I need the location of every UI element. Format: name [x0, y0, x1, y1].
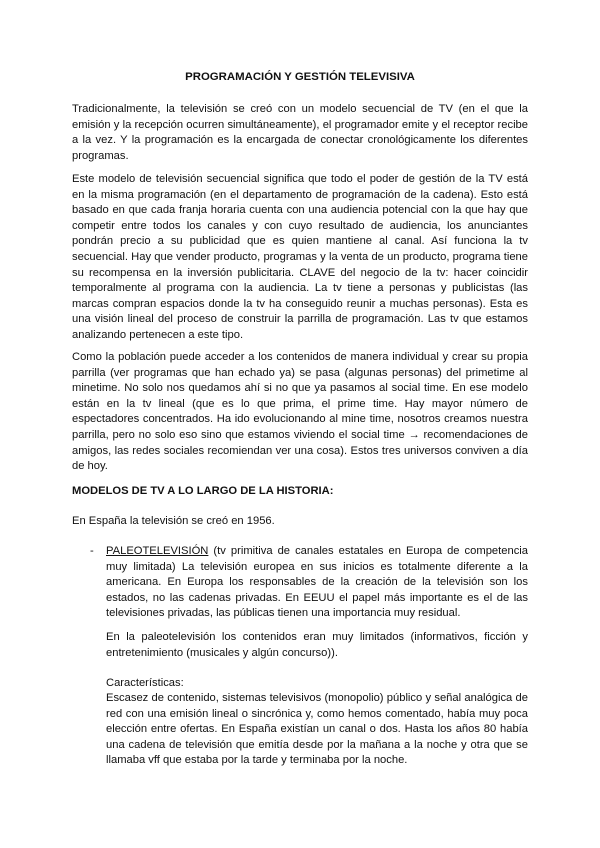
spain-note: En España la televisión se creó en 1956. — [72, 515, 275, 527]
characteristics-label: Características: — [106, 677, 184, 689]
list-item-paleotelevision — [106, 544, 528, 622]
paragraph-intro: Tradicionalmente, la televisión se creó con un modelo secuencial de TV (en el que la emisión y la recepción ocurren simultáneamente), el programador emite y el receptor recibe a la vez. Y la programación es la encargada de conectar cronológicamente los diferentes programas. — [72, 103, 528, 162]
paleotelevision-contents: En la paleotelevisión los contenidos eran muy limitados (informativos, ficción y entretenimiento (musicales y algún concurso)). — [106, 631, 528, 659]
list-bullet: - — [90, 545, 94, 557]
characteristics-text: Escasez de contenido, sistemas televisivos (monopolio) público y señal analógica de red con una emisión lineal o sincrónica y, como hemos comentado, había muy poca elección entre ofertas. En España existían un canal o dos. Hasta los años 80 había una cadena de televisión que emitía desde por la mañana a la noche y otra que se llamaba vff que estaba por la tarde y terminaba por la noche. — [106, 692, 528, 767]
paragraph-sequential-model: Este modelo de televisión secuencial significa que todo el poder de gestión de la TV está en la misma programación (en el departamento de programación de la cadena). Esto está basado en que cada franja horaria cuenta con una audiencia potencial con la que hay que competir entre todos los canales y con cuyo resultado de audiencia, los anunciantes pondrán precio a su publicidad que es quien mantiene al canal. Así funciona la tv secuencial. Hay que vender producto, programas y la venta de un producto, programa tiene su recompensa en la inversión publicitaria. CLAVE del negocio de la tv: hacer coincidir temporalmente al programa con la audiencia. La tv tiene a personas y publicistas (las marcas compran espacios donde la tv ha conseguido reunir a muchas personas). Esta es una visión lineal del proceso de construir la parrilla de programación. Las tv que estamos analizando pertenecen a este tipo. — [72, 173, 528, 341]
section-heading: MODELOS DE TV A LO LARGO DE LA HISTORIA: — [72, 485, 334, 497]
paleotelevision-description: (tv primitiva de canales estatales en Europa de competencia muy limitada) La televisión europea en sus inicios es totalmente diferente a la americana. En Europa los responsables de la creación de la televisión son los estados, no las cadenas privadas. En EEUU el papel más importante es el de las televisiones privadas, las públicas tienen una importancia muy residual. — [106, 545, 528, 620]
paragraph-time-models: Como la población puede acceder a los contenidos de manera individual y crear su propia parrilla (ver programas que han echado ya) se pasa (algunas personas) del primetime al minetime. No solo nos quedamos ahí si no que ya pasamos al social time. En ese modelo están en la tv lineal (que es lo que prima, el prime time. Hay mayor número de espectadores concentrados. Ha ido evolucionando al mine time, nosotros creamos nuestra parrilla, pero no solo eso sino que estamos viviendo el social time → recomendaciones de amigos, las redes sociales recomiendan ver una cosa). Estos tres universos conviven a día de hoy. — [72, 351, 528, 473]
paleotelevision-term: PALEOTELEVISIÓN — [106, 545, 209, 557]
document-title: PROGRAMACIÓN Y GESTIÓN TELEVISIVA — [185, 71, 415, 83]
